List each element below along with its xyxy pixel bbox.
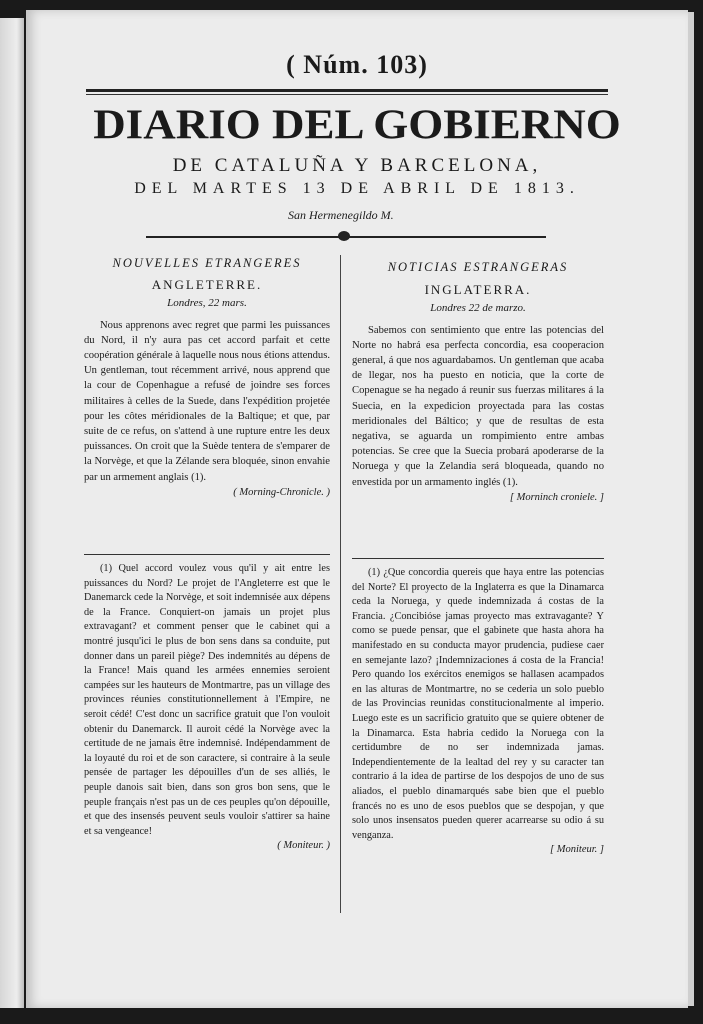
newspaper-page (26, 10, 688, 1008)
spanish-note-divider (352, 558, 604, 559)
masthead-subtitle: DE CATALUÑA Y BARCELONA, (172, 155, 542, 176)
saint-of-day: San Hermenegildo M. (288, 208, 394, 222)
left-page-edge (0, 18, 24, 1008)
spanish-country: INGLATERRA. (424, 282, 532, 298)
french-article-body: Nous apprenons avec regret que parmi les puissances du Nord, il n'y aura pas cet accord parfait et cette coopération générale à laquelle nous nous étions attendus. Un gentleman, tout récemment arrivé, nous apprend que la cour de Copenhague a refusé de joindre ses forces militaires à celles de la Suede, dans l'expédition projetée pour les côtes méridionales de la Baltique; et que, par suite de ce refus, on s'attend à une rupture entre les deux puissances. On croit que la Suède tentera de s'emparer de la Norvège, et que la Zélande sera bloquée, sinon envahie par un armement anglais (1). (84, 319, 330, 483)
spanish-column (352, 260, 604, 505)
spanish-source: [ Morninch croniele. ] (509, 491, 604, 503)
ornament-center (338, 231, 350, 241)
masthead-rule-thick (86, 89, 608, 92)
spanish-footnote-source: [ Moniteur. ] (550, 844, 604, 856)
french-column (84, 256, 330, 500)
french-footnote-source: ( Moniteur. ) (277, 840, 330, 852)
french-heading: NOUVELLES ETRANGERES (112, 256, 302, 270)
french-source: ( Morning-Chronicle. ) (233, 486, 330, 498)
spanish-footnote (352, 566, 604, 858)
french-footnote (84, 562, 330, 854)
column-separator (340, 255, 341, 913)
french-dateline: Londres, 22 mars. (167, 297, 247, 310)
masthead-title: DIARIO DEL GOBIERNO (93, 100, 621, 148)
french-note-divider (84, 554, 330, 555)
french-country: ANGLETERRE. (151, 277, 263, 293)
masthead-rule-thin (86, 94, 608, 95)
spanish-heading: NOTICIAS ESTRANGERAS (387, 260, 569, 274)
spanish-footnote-text: (1) ¿Que concordia quereis que haya entre las potencias del Norte? El proyecto de la Inglaterra es que la Dinamarca ceda la Noruega, y quede indemnizada á costas de la Francia. ¿Concibióse jamas proyecto mas extravagante? Y como se puede pensar, que el gabinete que hasta ahora ha manifestado en su conducta mayor prudencia, pudiese caer en semejante lazo? ¡Indemnizaciones á costa de la Francia! Pero quando los exércitos enemigos se hallasen acampados en las alturas de Montmartre, no se cederia un solo pueblo de las Provincias reunidas constitucionalmente al imperio. Luego este es un sacrificio gratuito que se quiere obtener de la Dinamarca. Esta habria cedido la Noruega con la certidumbre de no ser indemnizada jamas. Independientemente de la lealtad del rey y su caracter tan contrario á la idea de partirse de los despojos de uno de sus aliados, el pueblo dinamarqués sabe bien que el pueblo francés no es uno de esos pueblos que se despojan, y que solo unos insensatos pueden querer acarrearse su odio á su venganza. (352, 567, 604, 841)
page-stack-edge (688, 12, 694, 1006)
spanish-dateline: Londres 22 de marzo. (430, 302, 526, 315)
issue-number: ( Núm. 103) (286, 50, 428, 79)
spanish-article-body: Sabemos con sentimiento que entre las potencias del Norte no habrá esa perfecta concordia, esa cooperacion general, á que nos aguardabamos. Un gentleman que acaba de llegar, nos ha puesto en noticia, que la corte de Copenague se ha negado á reunir sus fuerzas militares á la Suecia, en la expedicion proyectada para las costas meridionales del Báltico; y que de resultas de esta negativa, se aguarda un rompimiento entre ambas potencias. Se cree que la Suecia probará apoderarse de la Noruega y que la Zelandia será bloqueada, quando no envestida por un armamento inglés (1). (352, 324, 604, 488)
issue-date: DEL MARTES 13 DE ABRIL DE 1813. (134, 180, 580, 197)
french-footnote-text: (1) Quel accord voulez vous qu'il y ait entre les puissances du Nord? Le projet de l'Angleterre est que le Danemarck cede la Norvège, et soit indemnisée aux dépens de la France. Conquiert-on jamais un projet plus extravagant? et comment penser que le cabinet qui a montré jusqu'ici le plus de bon sens dans sa conduite, put donner dans un pareil piège? Des indemnités au dépens de la France! Mais quand les armées ennemies seroient campées sur les hauteurs de Montmartre, pas un village des provinces réunies constitutionnellement à l'Empire, ne seroit cédé! C'est donc un sacrifice gratuit que l'on vouloit obtenir du Danemarck. Il auroit cédé la Norvège avec la certitude de ne jamais être indemnisé. Indépendamment de la loyauté du roi et de son caractere, si contraire à la seule pensée de partager les dépouilles d'un de ses alliés, le peuple danois sait bien, dans son gros bon sens, que le peuple français n'est pas un de ces peuples qu'on dépouille, et que des insensés peuvent seuls vouloir s'attirer sa haine et sa vengeance! (84, 563, 330, 837)
